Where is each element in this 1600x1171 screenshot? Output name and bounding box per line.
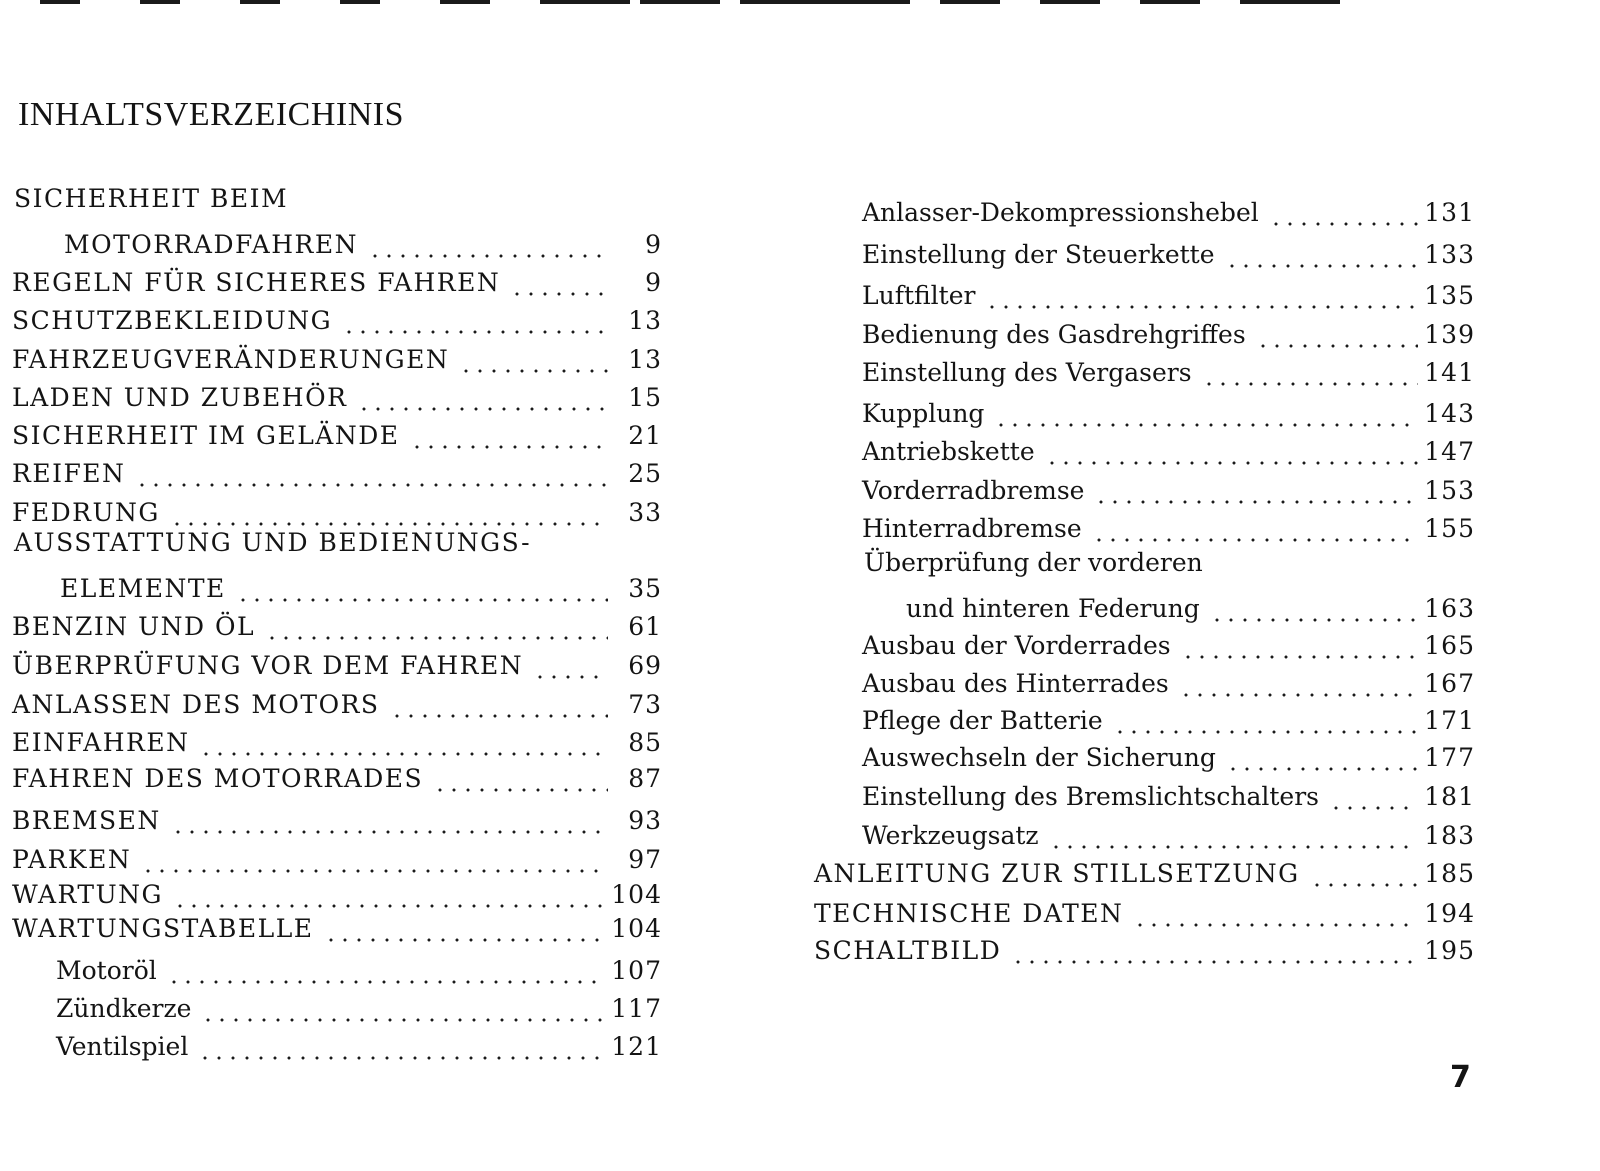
toc-entry[interactable] [12,383,662,413]
toc-entry-page: 121 [611,1032,662,1061]
toc-entry-page: 141 [1424,358,1475,387]
toc-entry-page: 73 [628,690,662,719]
toc-entry[interactable] [12,764,662,794]
toc-entry-label: ANLASSEN DES MOTORS [12,690,380,719]
toc-entry[interactable] [862,437,1475,467]
toc-entry[interactable] [862,782,1475,812]
toc-entry-label: Vorderradbremse [862,476,1085,505]
toc-entry-page: 165 [1424,631,1475,660]
toc-entry-label: ÜBERPRÜFUNG VOR DEM FAHREN [12,651,524,680]
dot-leader [1113,706,1419,736]
toc-entry-label: REGELN FÜR SICHERES FAHREN [12,268,501,297]
toc-entry-page: 97 [628,845,662,874]
dot-leader [236,574,608,604]
dot-leader [1092,514,1419,544]
dot-leader [459,345,608,375]
toc-entry-page: 13 [628,306,662,335]
toc-entry-page: 9 [645,268,662,297]
toc-entry-page: 69 [628,651,662,680]
toc-entry-page: 153 [1424,476,1475,505]
toc-entry-label: Einstellung der Steuerkette [862,240,1215,269]
toc-entry-page: 87 [628,764,662,793]
dot-leader [1310,859,1419,889]
toc-entry[interactable] [12,880,662,910]
toc-entry[interactable] [56,994,662,1024]
toc-entry[interactable] [862,198,1475,228]
page-number: 7 [1450,1060,1471,1095]
toc-entry-page: 93 [628,806,662,835]
dot-leader [171,806,608,836]
toc-entry-page: 33 [628,498,662,527]
toc-entry-page: 35 [628,574,662,603]
toc-entry-label: Hinterradbremse [862,514,1082,543]
toc-entry-label: Antriebskette [862,437,1035,466]
toc-entry-page: 167 [1424,669,1475,698]
toc-entry[interactable] [12,651,662,681]
toc-entry-page: 171 [1424,706,1475,735]
toc-entry-page: 139 [1424,320,1475,349]
dot-leader [994,399,1418,429]
toc-entry[interactable] [56,956,662,986]
toc-entry-label: Ausbau des Hinterrades [862,669,1169,698]
toc-entry-label: SCHUTZBEKLEIDUNG [12,306,333,335]
dot-leader [324,914,606,944]
toc-entry-label: WARTUNGSTABELLE [12,914,314,943]
toc-entry[interactable] [56,1032,662,1062]
toc-entry[interactable] [12,498,662,528]
toc-entry[interactable] [12,459,662,489]
dot-leader [985,281,1418,311]
toc-entry-page: 25 [628,459,662,488]
toc-entry-label: Ventilspiel [56,1032,189,1061]
dot-leader [342,306,608,336]
dot-leader [141,845,608,875]
dot-leader [410,421,608,451]
toc-entry[interactable] [12,806,662,836]
toc-entry-page: 163 [1424,594,1475,623]
dot-leader [1256,320,1419,350]
toc-entry[interactable] [814,859,1475,889]
toc-entry-label: EINFAHREN [12,728,190,757]
toc-entry-label: FEDRUNG [12,498,160,527]
toc-entry[interactable] [64,230,662,260]
toc-entry-label: Kupplung [862,399,985,428]
toc-entry-label: Pflege der Batterie [862,706,1103,735]
toc-entry[interactable] [862,706,1475,736]
toc-entry[interactable] [12,345,662,375]
toc-entry-label: Ausbau der Vorderrades [862,631,1171,660]
dot-leader [167,956,606,986]
toc-entry[interactable] [12,728,662,758]
toc-entry-label: REIFEN [12,459,126,488]
toc-entry-heading-line: SICHERHEIT BEIM [14,184,289,213]
toc-entry-label: LADEN UND ZUBEHÖR [12,383,348,412]
toc-entry-page: 9 [645,230,662,259]
toc-entry[interactable] [12,914,662,944]
dot-leader [265,612,608,642]
toc-entry-heading-line: Überprüfung der vorderen [864,548,1203,577]
toc-entry[interactable] [814,936,1475,966]
dot-leader [1225,240,1419,270]
toc-entry-label: Motoröl [56,956,157,985]
toc-entry[interactable] [60,574,662,604]
toc-entry-page: 133 [1424,240,1475,269]
toc-entry[interactable] [862,240,1475,270]
toc-entry-label: BREMSEN [12,806,161,835]
toc-entry-page: 13 [628,345,662,374]
toc-entry-page: 195 [1424,936,1475,965]
toc-entry-label: BENZIN UND ÖL [12,612,256,641]
toc-entry[interactable] [862,669,1475,699]
toc-entry-page: 185 [1424,859,1475,888]
toc-entry-page: 117 [611,994,662,1023]
toc-entry-heading-line: AUSSTATTUNG UND BEDIENUNGS- [14,528,532,557]
toc-entry[interactable] [862,320,1475,350]
toc-entry-page: 147 [1424,437,1475,466]
toc-entry[interactable] [862,358,1475,388]
dot-leader [1181,631,1419,661]
toc-entry-page: 107 [611,956,662,985]
toc-entry-page: 183 [1424,821,1475,850]
toc-entry-label: FAHREN DES MOTORRADES [12,764,424,793]
toc-entry[interactable] [862,631,1475,661]
toc-entry-page: 85 [628,728,662,757]
dot-leader [199,728,608,758]
toc-entry[interactable] [12,845,662,875]
toc-entry-label: SICHERHEIT IM GELÄNDE [12,421,400,450]
toc-entry-page: 104 [611,914,662,943]
toc-entry[interactable] [12,612,662,642]
dot-leader [1269,198,1419,228]
toc-entry-label: ANLEITUNG ZUR STILLSETZUNG [814,859,1300,888]
dot-leader [1226,743,1418,773]
toc-entry-label: PARKEN [12,845,132,874]
toc-entry[interactable] [862,514,1475,544]
toc-entry-label: Einstellung des Bremslichtschalters [862,782,1319,811]
dot-leader [1179,669,1419,699]
dot-leader [1045,437,1419,467]
toc-entry-label: WARTUNG [12,880,163,909]
dot-leader [1011,936,1418,966]
toc-entry-page: 61 [628,612,662,641]
toc-entry[interactable] [12,690,662,720]
dot-leader [433,764,608,794]
toc-entry-page: 155 [1424,514,1475,543]
toc-entry-page: 135 [1424,281,1475,310]
toc-entry[interactable] [12,306,662,336]
dot-leader [1210,594,1419,624]
toc-entry-label: TECHNISCHE DATEN [814,899,1124,928]
dot-leader [1202,358,1419,388]
toc-entry[interactable] [862,821,1475,851]
dot-leader [1329,782,1418,812]
dot-leader [1133,899,1418,929]
toc-entry-label: ELEMENTE [60,574,226,603]
dot-leader [201,994,605,1024]
toc-entry-label: Zündkerze [56,994,192,1023]
dot-leader [170,498,608,528]
page-title: INHALTSVERZEICHINIS [18,96,405,133]
toc-entry-label: Luftfilter [862,281,976,310]
toc-entry-page: 131 [1424,198,1475,227]
dot-leader [1049,821,1419,851]
toc-entry-label: SCHALTBILD [814,936,1002,965]
dot-leader [357,383,608,413]
dot-leader [173,880,605,910]
dot-leader [368,230,608,260]
top-edge-rules [0,0,1600,8]
toc-entry[interactable] [814,899,1475,929]
toc-entry-page: 194 [1424,899,1475,928]
dot-leader [198,1032,605,1062]
toc-entry-page: 177 [1424,743,1475,772]
toc-entry-label: Einstellung des Vergasers [862,358,1192,387]
dot-leader [135,459,608,489]
dot-leader [510,268,608,298]
toc-entry-page: 143 [1424,399,1475,428]
toc-entry-label: FAHRZEUGVERÄNDERUNGEN [12,345,450,374]
toc-entry[interactable] [862,743,1475,773]
toc-entry-label: Anlasser-Dekompressionshebel [862,198,1259,227]
dot-leader [533,651,608,681]
toc-entry-page: 21 [628,421,662,450]
toc-entry[interactable] [862,281,1475,311]
toc-entry-label: Werkzeugsatz [862,821,1039,850]
toc-entry[interactable] [862,476,1475,506]
toc-entry-label: Auswechseln der Sicherung [862,743,1216,772]
toc-entry[interactable] [906,594,1475,624]
dot-leader [390,690,608,720]
toc-entry-page: 15 [628,383,662,412]
toc-entry-label: und hinteren Federung [906,594,1200,623]
toc-entry-page: 181 [1424,782,1475,811]
toc-entry-page: 104 [611,880,662,909]
toc-entry-label: MOTORRADFAHREN [64,230,358,259]
toc-entry[interactable] [12,421,662,451]
toc-entry[interactable] [862,399,1475,429]
toc-entry[interactable] [12,268,662,298]
toc-entry-label: Bedienung des Gasdrehgriffes [862,320,1246,349]
dot-leader [1094,476,1418,506]
